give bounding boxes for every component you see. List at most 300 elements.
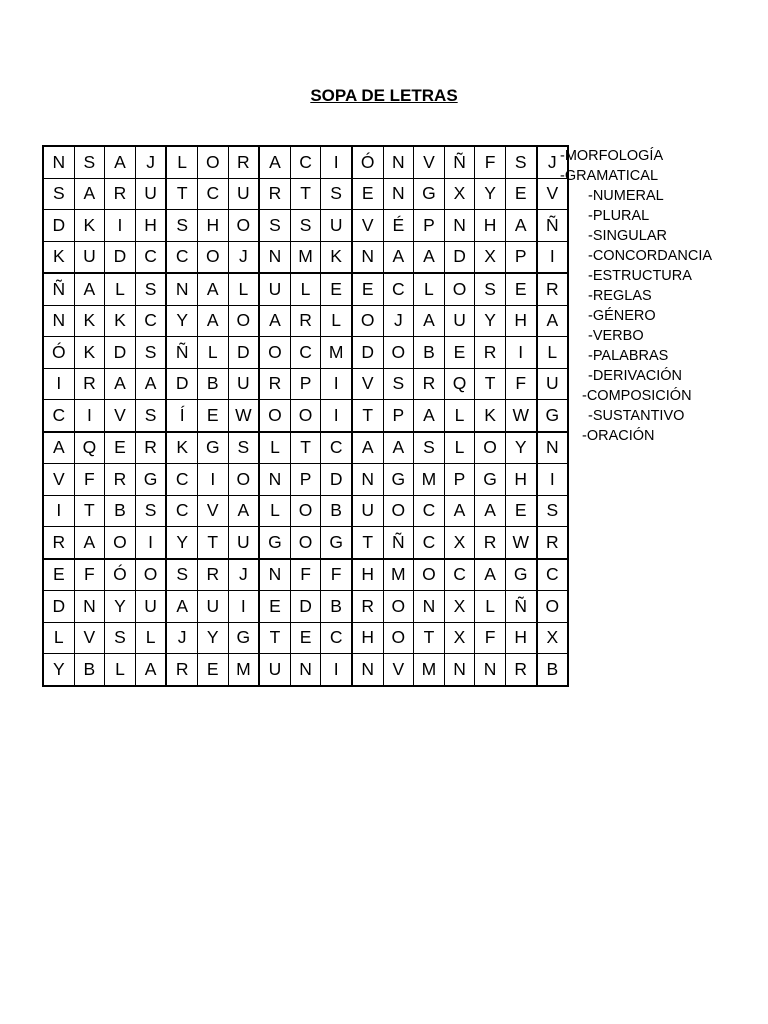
grid-cell: N bbox=[444, 654, 475, 686]
grid-cell: R bbox=[414, 368, 445, 400]
grid-cell: S bbox=[43, 178, 74, 210]
grid-cell: V bbox=[105, 400, 136, 432]
grid-cell: Ñ bbox=[505, 591, 536, 623]
grid-cell: H bbox=[505, 305, 536, 337]
grid-cell: S bbox=[259, 210, 290, 242]
grid-cell: B bbox=[74, 654, 105, 686]
grid-cell: A bbox=[135, 368, 166, 400]
grid-cell: E bbox=[352, 178, 383, 210]
grid-cell: G bbox=[321, 527, 352, 559]
grid-row bbox=[43, 559, 568, 591]
grid-row bbox=[43, 591, 568, 623]
grid-cell: S bbox=[135, 495, 166, 527]
grid-cell: M bbox=[228, 654, 259, 686]
grid-cell: J bbox=[228, 559, 259, 591]
grid-cell: I bbox=[321, 400, 352, 432]
grid-cell: H bbox=[135, 210, 166, 242]
grid-cell: V bbox=[352, 210, 383, 242]
word-list-item: -REGLAS bbox=[588, 288, 652, 304]
grid-cell: L bbox=[290, 273, 321, 305]
grid-cell: E bbox=[505, 178, 536, 210]
grid-cell: M bbox=[321, 337, 352, 369]
grid-cell: R bbox=[537, 527, 569, 559]
grid-cell: O bbox=[228, 210, 259, 242]
grid-cell: O bbox=[290, 400, 321, 432]
grid-cell: E bbox=[43, 559, 74, 591]
grid-cell: A bbox=[43, 432, 74, 464]
grid-cell: S bbox=[228, 432, 259, 464]
grid-cell: L bbox=[444, 400, 475, 432]
grid-cell: B bbox=[321, 591, 352, 623]
grid-cell: L bbox=[475, 591, 506, 623]
grid-cell: I bbox=[228, 591, 259, 623]
grid-cell: N bbox=[383, 146, 414, 178]
grid-row bbox=[43, 337, 568, 369]
grid-cell: H bbox=[475, 210, 506, 242]
grid-cell: S bbox=[135, 337, 166, 369]
grid-cell: E bbox=[352, 273, 383, 305]
grid-cell: T bbox=[352, 400, 383, 432]
grid-cell: P bbox=[290, 368, 321, 400]
grid-cell: L bbox=[414, 273, 445, 305]
grid-cell: T bbox=[352, 527, 383, 559]
grid-cell: S bbox=[383, 368, 414, 400]
grid-row bbox=[43, 210, 568, 242]
grid-cell: Ñ bbox=[444, 146, 475, 178]
word-list-item: -CONCORDANCIA bbox=[588, 248, 713, 264]
grid-cell: X bbox=[475, 241, 506, 273]
grid-cell: E bbox=[197, 400, 228, 432]
grid-cell: T bbox=[290, 178, 321, 210]
grid-cell: F bbox=[74, 559, 105, 591]
grid-cell: G bbox=[383, 464, 414, 496]
grid-cell: O bbox=[352, 305, 383, 337]
grid-row bbox=[43, 622, 568, 654]
grid-cell: N bbox=[414, 591, 445, 623]
grid-cell: R bbox=[43, 527, 74, 559]
grid-cell: N bbox=[259, 559, 290, 591]
grid-cell: S bbox=[475, 273, 506, 305]
grid-cell: A bbox=[414, 400, 445, 432]
grid-cell: R bbox=[352, 591, 383, 623]
grid-cell: Y bbox=[197, 622, 228, 654]
grid-cell: I bbox=[505, 337, 536, 369]
grid-cell: N bbox=[537, 432, 569, 464]
grid-cell: G bbox=[197, 432, 228, 464]
grid-cell: N bbox=[444, 210, 475, 242]
grid-cell: P bbox=[505, 241, 536, 273]
grid-cell: É bbox=[383, 210, 414, 242]
word-list-item: -PLURAL bbox=[588, 208, 650, 224]
grid-cell: K bbox=[321, 241, 352, 273]
grid-cell: C bbox=[444, 559, 475, 591]
grid-cell: L bbox=[105, 654, 136, 686]
grid-cell: S bbox=[135, 273, 166, 305]
grid-cell: B bbox=[537, 654, 569, 686]
grid-cell: A bbox=[105, 368, 136, 400]
grid-cell: A bbox=[383, 432, 414, 464]
grid-cell: R bbox=[74, 368, 105, 400]
grid-cell: K bbox=[74, 337, 105, 369]
grid-cell: O bbox=[197, 241, 228, 273]
grid-cell: R bbox=[537, 273, 569, 305]
grid-cell: E bbox=[444, 337, 475, 369]
grid-cell: O bbox=[537, 591, 569, 623]
grid-cell: B bbox=[105, 495, 136, 527]
grid-cell: C bbox=[383, 273, 414, 305]
grid-cell: U bbox=[259, 654, 290, 686]
grid-cell: E bbox=[197, 654, 228, 686]
grid-row bbox=[43, 273, 568, 305]
grid-cell: W bbox=[228, 400, 259, 432]
grid-cell: C bbox=[166, 464, 197, 496]
grid-cell: T bbox=[74, 495, 105, 527]
grid-cell: G bbox=[414, 178, 445, 210]
grid-cell: X bbox=[444, 178, 475, 210]
grid-cell: T bbox=[290, 432, 321, 464]
word-list-item: -DERIVACIÓN bbox=[588, 368, 682, 384]
grid-cell: Ó bbox=[352, 146, 383, 178]
grid-cell: D bbox=[290, 591, 321, 623]
grid-cell: A bbox=[166, 591, 197, 623]
grid-cell: X bbox=[444, 591, 475, 623]
grid-cell: R bbox=[135, 432, 166, 464]
grid-cell: G bbox=[228, 622, 259, 654]
grid-row bbox=[43, 432, 568, 464]
grid-cell: U bbox=[228, 368, 259, 400]
grid-cell: C bbox=[43, 400, 74, 432]
grid-cell: A bbox=[537, 305, 569, 337]
grid-cell: L bbox=[197, 337, 228, 369]
grid-cell: V bbox=[43, 464, 74, 496]
grid-cell: C bbox=[197, 178, 228, 210]
grid-cell: E bbox=[105, 432, 136, 464]
grid-cell: K bbox=[43, 241, 74, 273]
word-list-item: -GRAMATICAL bbox=[560, 168, 659, 184]
grid-cell: V bbox=[383, 654, 414, 686]
grid-cell: Ó bbox=[43, 337, 74, 369]
grid-cell: F bbox=[321, 559, 352, 591]
grid-cell: N bbox=[352, 654, 383, 686]
grid-cell: U bbox=[537, 368, 569, 400]
grid-cell: U bbox=[259, 273, 290, 305]
grid-cell: A bbox=[74, 178, 105, 210]
grid-cell: B bbox=[414, 337, 445, 369]
word-list-item: -COMPOSICIÓN bbox=[582, 388, 692, 404]
grid-cell: A bbox=[197, 305, 228, 337]
grid-cell: I bbox=[43, 495, 74, 527]
grid-cell: F bbox=[475, 146, 506, 178]
grid-cell: I bbox=[135, 527, 166, 559]
grid-cell: J bbox=[383, 305, 414, 337]
grid-cell: L bbox=[259, 432, 290, 464]
grid-cell: L bbox=[228, 273, 259, 305]
grid-cell: E bbox=[259, 591, 290, 623]
grid-cell: O bbox=[383, 495, 414, 527]
grid-cell: G bbox=[505, 559, 536, 591]
grid-cell: R bbox=[259, 178, 290, 210]
grid-cell: C bbox=[166, 241, 197, 273]
grid-cell: Y bbox=[475, 178, 506, 210]
grid-cell: O bbox=[259, 400, 290, 432]
grid-cell: A bbox=[135, 654, 166, 686]
grid-cell: W bbox=[505, 527, 536, 559]
grid-cell: Ñ bbox=[537, 210, 569, 242]
grid-cell: X bbox=[444, 622, 475, 654]
grid-cell: O bbox=[444, 273, 475, 305]
word-list-item: -ORACIÓN bbox=[582, 428, 655, 444]
grid-cell: H bbox=[197, 210, 228, 242]
grid-cell: H bbox=[505, 622, 536, 654]
grid-cell: K bbox=[74, 305, 105, 337]
grid-cell: S bbox=[166, 210, 197, 242]
grid-cell: Y bbox=[475, 305, 506, 337]
grid-cell: L bbox=[321, 305, 352, 337]
grid-cell: U bbox=[135, 591, 166, 623]
grid-cell: I bbox=[321, 146, 352, 178]
grid-cell: S bbox=[321, 178, 352, 210]
grid-cell: S bbox=[105, 622, 136, 654]
grid-cell: Y bbox=[166, 305, 197, 337]
grid-cell: L bbox=[43, 622, 74, 654]
grid-cell: Ñ bbox=[166, 337, 197, 369]
grid-cell: D bbox=[444, 241, 475, 273]
grid-cell: D bbox=[228, 337, 259, 369]
grid-cell: O bbox=[475, 432, 506, 464]
grid-cell: O bbox=[414, 559, 445, 591]
grid-cell: N bbox=[259, 464, 290, 496]
grid-row bbox=[43, 464, 568, 496]
grid-cell: C bbox=[290, 146, 321, 178]
grid-row bbox=[43, 146, 568, 178]
grid-cell: D bbox=[43, 591, 74, 623]
grid-cell: E bbox=[290, 622, 321, 654]
grid-cell: C bbox=[414, 495, 445, 527]
grid-cell: N bbox=[352, 464, 383, 496]
grid-cell: O bbox=[197, 146, 228, 178]
grid-cell: D bbox=[352, 337, 383, 369]
grid-cell: U bbox=[197, 591, 228, 623]
grid-cell: K bbox=[166, 432, 197, 464]
grid-cell: Y bbox=[505, 432, 536, 464]
grid-cell: D bbox=[105, 241, 136, 273]
grid-cell: U bbox=[352, 495, 383, 527]
grid-cell: K bbox=[105, 305, 136, 337]
word-list-item: -NUMERAL bbox=[588, 188, 664, 204]
grid-cell: I bbox=[74, 400, 105, 432]
grid-cell: F bbox=[74, 464, 105, 496]
grid-cell: R bbox=[475, 337, 506, 369]
grid-cell: S bbox=[537, 495, 569, 527]
grid-cell: A bbox=[74, 273, 105, 305]
grid-cell: D bbox=[105, 337, 136, 369]
grid-cell: O bbox=[105, 527, 136, 559]
grid-cell: E bbox=[321, 273, 352, 305]
grid-cell: N bbox=[166, 273, 197, 305]
grid-cell: F bbox=[505, 368, 536, 400]
grid-cell: C bbox=[166, 495, 197, 527]
grid-cell: I bbox=[105, 210, 136, 242]
grid-cell: R bbox=[505, 654, 536, 686]
grid-cell: K bbox=[475, 400, 506, 432]
grid-row bbox=[43, 527, 568, 559]
grid-cell: A bbox=[197, 273, 228, 305]
grid-cell: H bbox=[352, 622, 383, 654]
grid-cell: O bbox=[135, 559, 166, 591]
grid-cell: I bbox=[537, 464, 569, 496]
grid-cell: I bbox=[197, 464, 228, 496]
grid-cell: V bbox=[414, 146, 445, 178]
grid-cell: G bbox=[135, 464, 166, 496]
grid-cell: N bbox=[43, 305, 74, 337]
grid-cell: R bbox=[228, 146, 259, 178]
grid-row bbox=[43, 495, 568, 527]
grid-row bbox=[43, 400, 568, 432]
grid-cell: M bbox=[383, 559, 414, 591]
grid-cell: A bbox=[475, 495, 506, 527]
grid-cell: U bbox=[228, 178, 259, 210]
grid-cell: F bbox=[290, 559, 321, 591]
grid-row bbox=[43, 368, 568, 400]
grid-cell: S bbox=[74, 146, 105, 178]
grid-cell: B bbox=[197, 368, 228, 400]
grid-cell: N bbox=[352, 241, 383, 273]
grid-cell: O bbox=[383, 622, 414, 654]
grid-cell: L bbox=[105, 273, 136, 305]
grid-cell: Í bbox=[166, 400, 197, 432]
grid-cell: G bbox=[259, 527, 290, 559]
grid-cell: O bbox=[259, 337, 290, 369]
grid-cell: T bbox=[414, 622, 445, 654]
grid-cell: T bbox=[259, 622, 290, 654]
grid-cell: J bbox=[166, 622, 197, 654]
grid-cell: C bbox=[290, 337, 321, 369]
grid-cell: J bbox=[135, 146, 166, 178]
grid-cell: Ó bbox=[105, 559, 136, 591]
grid-cell: M bbox=[414, 464, 445, 496]
grid-cell: C bbox=[537, 559, 569, 591]
grid-cell: P bbox=[290, 464, 321, 496]
grid-row bbox=[43, 178, 568, 210]
grid-cell: R bbox=[475, 527, 506, 559]
grid-cell: Q bbox=[444, 368, 475, 400]
grid-cell: O bbox=[383, 591, 414, 623]
word-list-item: -SUSTANTIVO bbox=[588, 408, 685, 424]
grid-cell: V bbox=[74, 622, 105, 654]
word-list-item: -SINGULAR bbox=[588, 228, 667, 244]
grid-cell: A bbox=[414, 305, 445, 337]
word-list bbox=[560, 146, 712, 446]
word-list-item: -VERBO bbox=[588, 328, 644, 344]
grid-cell: A bbox=[352, 432, 383, 464]
grid-cell: N bbox=[290, 654, 321, 686]
grid-cell: Y bbox=[43, 654, 74, 686]
grid-cell: O bbox=[383, 337, 414, 369]
grid-cell: A bbox=[444, 495, 475, 527]
grid-cell: A bbox=[505, 210, 536, 242]
grid-cell: L bbox=[166, 146, 197, 178]
grid-cell: T bbox=[475, 368, 506, 400]
grid-cell: L bbox=[259, 495, 290, 527]
grid-cell: M bbox=[290, 241, 321, 273]
grid-cell: C bbox=[135, 241, 166, 273]
grid-cell: V bbox=[352, 368, 383, 400]
word-search-grid bbox=[42, 145, 569, 687]
grid-cell: L bbox=[537, 337, 569, 369]
grid-cell: N bbox=[43, 146, 74, 178]
grid-cell: X bbox=[537, 622, 569, 654]
grid-cell: Y bbox=[105, 591, 136, 623]
grid-cell: D bbox=[166, 368, 197, 400]
grid-cell: N bbox=[475, 654, 506, 686]
grid-cell: Ñ bbox=[383, 527, 414, 559]
grid-cell: A bbox=[259, 305, 290, 337]
grid-cell: C bbox=[321, 432, 352, 464]
grid-cell: I bbox=[321, 654, 352, 686]
word-list-item: -ESTRUCTURA bbox=[588, 268, 692, 284]
grid-cell: S bbox=[505, 146, 536, 178]
grid-cell: G bbox=[475, 464, 506, 496]
grid-cell: A bbox=[259, 146, 290, 178]
grid-cell: C bbox=[321, 622, 352, 654]
grid-cell: N bbox=[74, 591, 105, 623]
grid-cell: J bbox=[537, 146, 569, 178]
grid-row bbox=[43, 654, 568, 686]
grid-cell: R bbox=[197, 559, 228, 591]
grid-cell: W bbox=[505, 400, 536, 432]
grid-cell: N bbox=[383, 178, 414, 210]
grid-cell: M bbox=[414, 654, 445, 686]
grid-cell: L bbox=[444, 432, 475, 464]
word-list-item: -GÉNERO bbox=[588, 308, 656, 324]
grid-cell: N bbox=[259, 241, 290, 273]
grid-cell: E bbox=[505, 495, 536, 527]
grid-cell: T bbox=[166, 178, 197, 210]
grid-cell: U bbox=[74, 241, 105, 273]
grid-cell: F bbox=[475, 622, 506, 654]
page-title: SOPA DE LETRAS bbox=[310, 86, 458, 105]
grid-cell: U bbox=[321, 210, 352, 242]
grid-cell: R bbox=[290, 305, 321, 337]
grid-cell: X bbox=[444, 527, 475, 559]
grid-cell: S bbox=[414, 432, 445, 464]
grid-cell: H bbox=[352, 559, 383, 591]
grid-cell: R bbox=[105, 464, 136, 496]
grid-cell: C bbox=[135, 305, 166, 337]
grid-cell: Y bbox=[166, 527, 197, 559]
grid-cell: T bbox=[197, 527, 228, 559]
grid-cell: G bbox=[537, 400, 569, 432]
grid-cell: O bbox=[228, 464, 259, 496]
grid-row bbox=[43, 241, 568, 273]
grid-cell: A bbox=[383, 241, 414, 273]
grid-cell: H bbox=[505, 464, 536, 496]
grid-cell: S bbox=[135, 400, 166, 432]
grid-cell: U bbox=[228, 527, 259, 559]
grid-row bbox=[43, 305, 568, 337]
grid-cell: U bbox=[444, 305, 475, 337]
grid-cell: P bbox=[444, 464, 475, 496]
grid-cell: I bbox=[537, 241, 569, 273]
grid-cell: R bbox=[166, 654, 197, 686]
grid-cell: O bbox=[290, 495, 321, 527]
grid-cell: V bbox=[197, 495, 228, 527]
grid-cell: I bbox=[321, 368, 352, 400]
grid-cell: Q bbox=[74, 432, 105, 464]
grid-cell: S bbox=[166, 559, 197, 591]
grid-cell: P bbox=[383, 400, 414, 432]
grid-cell: P bbox=[414, 210, 445, 242]
